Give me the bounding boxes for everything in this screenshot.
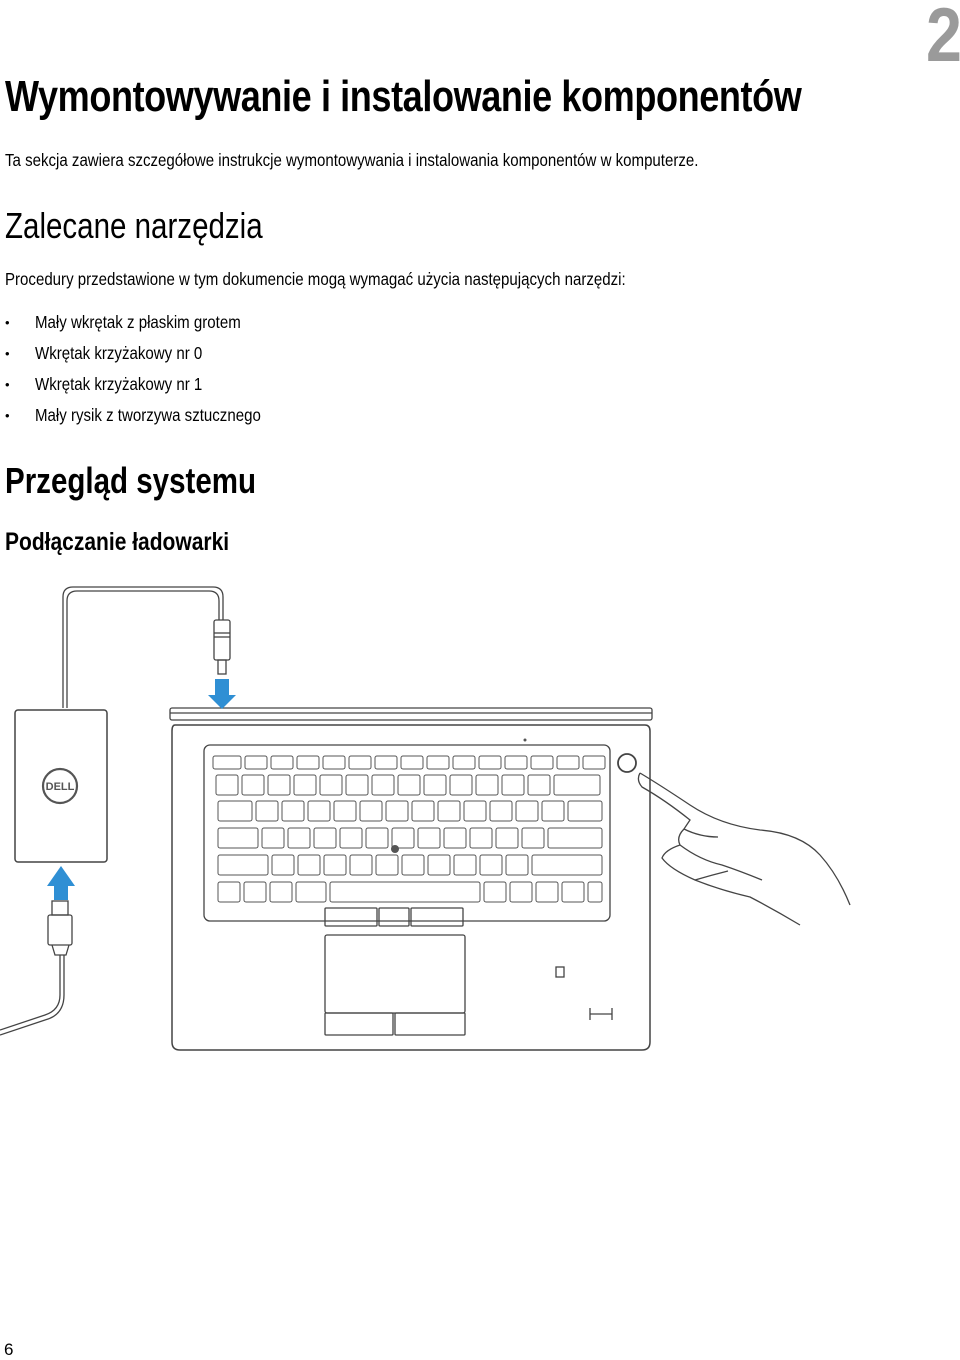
keyboard-key <box>375 756 397 769</box>
keyboard-key <box>412 801 434 821</box>
keyboard-key <box>349 756 371 769</box>
keyboard-key <box>218 801 252 821</box>
keyboard-key <box>392 828 414 848</box>
keyboard-key <box>297 756 319 769</box>
keyboard-key <box>548 828 602 848</box>
keyboard-key <box>588 882 602 902</box>
keyboard-key <box>583 756 605 769</box>
keyboard-key <box>450 775 472 795</box>
keyboard-area <box>204 745 610 921</box>
bullet-icon: • <box>5 346 10 361</box>
keyboard-key <box>330 882 480 902</box>
keyboard-key <box>532 855 602 875</box>
keyboard-key <box>536 882 558 902</box>
touchpad <box>325 935 465 1013</box>
dell-logo <box>43 769 77 803</box>
keyboard-key <box>296 882 326 902</box>
keyboard-key <box>453 756 475 769</box>
keyboard-key <box>490 801 512 821</box>
keyboard-key <box>372 775 394 795</box>
keyboard-key <box>428 855 450 875</box>
keyboard-key <box>438 801 460 821</box>
arrow-down-icon <box>208 679 236 709</box>
keyboard-key <box>506 855 528 875</box>
arrow-up-icon <box>47 866 75 900</box>
keyboard-key <box>366 828 388 848</box>
keyboard-key <box>271 756 293 769</box>
keyboard-key <box>528 775 550 795</box>
keyboard-key <box>542 801 564 821</box>
keyboard-key <box>350 855 372 875</box>
keyboard-key <box>386 801 408 821</box>
keyboard-key <box>320 775 342 795</box>
keyboard-key <box>288 828 310 848</box>
keyboard-key <box>398 775 420 795</box>
keyboard-key <box>340 828 362 848</box>
keyboard-key <box>216 775 238 795</box>
keyboard-key <box>470 828 492 848</box>
keyboard-key <box>298 855 320 875</box>
keyboard-key <box>242 775 264 795</box>
keyboard-key <box>360 801 382 821</box>
keyboard-key <box>418 828 440 848</box>
keyboard-key <box>562 882 584 902</box>
charger-connection-figure <box>0 575 870 1065</box>
keyboard-key <box>308 801 330 821</box>
bullet-icon: • <box>5 377 10 392</box>
keyboard-key <box>568 801 602 821</box>
keyboard-key <box>424 775 446 795</box>
keyboard-key <box>476 775 498 795</box>
keyboard-key <box>346 775 368 795</box>
dc-cable <box>63 587 223 708</box>
laptop-charger-illustration <box>0 575 870 1065</box>
keyboard-key <box>554 775 600 795</box>
page-title: Wymontowywanie i instalowanie komponentów <box>5 72 802 121</box>
bullet-icon: • <box>5 315 10 330</box>
bullet-icon: • <box>5 408 10 423</box>
keyboard-key <box>496 828 518 848</box>
tools-description: Procedury przedstawione w tym dokumencie mogą wymagać użycia następujących narzędzi: <box>5 269 626 289</box>
keyboard-key <box>502 775 524 795</box>
keyboard-key <box>256 801 278 821</box>
keyboard-key <box>314 828 336 848</box>
keyboard-key <box>272 855 294 875</box>
keyboard-key <box>245 756 267 769</box>
hand-illustration <box>638 773 850 925</box>
laptop-hinge <box>170 708 652 720</box>
ac-cable <box>0 955 60 1030</box>
keyboard-key <box>454 855 476 875</box>
keyboard-key <box>218 828 258 848</box>
keyboard-key <box>324 855 346 875</box>
keyboard-key <box>557 756 579 769</box>
power-button <box>618 754 636 772</box>
keyboard-key <box>480 855 502 875</box>
page-number: 6 <box>4 1340 14 1359</box>
keyboard-key <box>522 828 544 848</box>
keyboard-key <box>484 882 506 902</box>
keyboard-key <box>402 855 424 875</box>
keyboard-key <box>427 756 449 769</box>
keyboard-key <box>244 882 266 902</box>
keyboard-key <box>510 882 532 902</box>
svg-text:DELL: DELL <box>45 781 75 793</box>
keyboard-key <box>268 775 290 795</box>
keyboard-key <box>262 828 284 848</box>
intro-paragraph: Ta sekcja zawiera szczegółowe instrukcje wymontowywania i instalowania komponentów w komputerze. <box>5 150 699 170</box>
system-overview-heading: Przegląd systemu <box>5 460 257 501</box>
keyboard-key <box>218 882 240 902</box>
keyboard-key <box>464 801 486 821</box>
tools-heading: Zalecane narzędzia <box>5 205 263 246</box>
keyboard-key <box>213 756 241 769</box>
keyboard-key <box>401 756 423 769</box>
keyboard-key <box>270 882 292 902</box>
keyboard-key <box>444 828 466 848</box>
keyboard-key <box>323 756 345 769</box>
keyboard-key <box>218 855 268 875</box>
dc-plug <box>214 620 230 660</box>
charger-heading: Podłączanie ładowarki <box>5 528 230 556</box>
keyboard-key <box>479 756 501 769</box>
keyboard-key <box>282 801 304 821</box>
keyboard-key <box>516 801 538 821</box>
ac-plug <box>48 915 72 945</box>
keyboard-key <box>294 775 316 795</box>
keyboard-key <box>531 756 553 769</box>
chapter-number: 2 <box>925 0 960 78</box>
keyboard-key <box>376 855 398 875</box>
keyboard-key <box>505 756 527 769</box>
keyboard-keys <box>213 756 605 902</box>
keyboard-key <box>334 801 356 821</box>
